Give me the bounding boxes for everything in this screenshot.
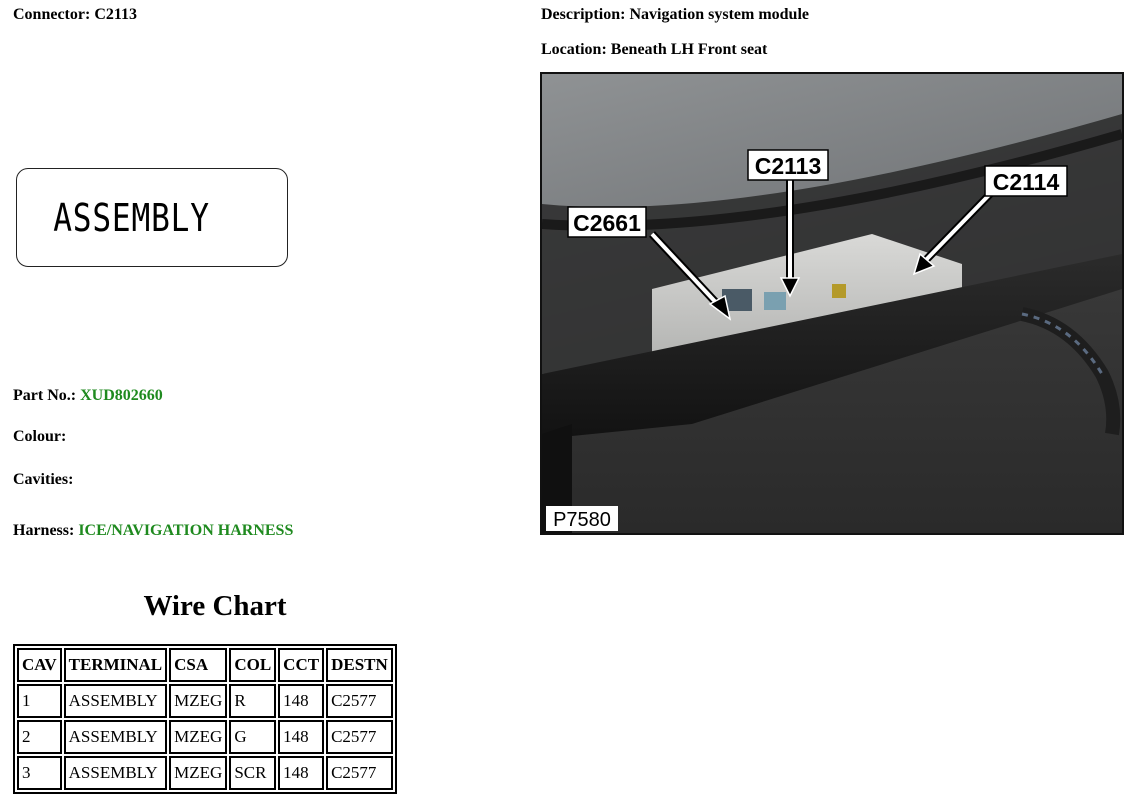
table-cell: C2577 bbox=[326, 720, 393, 754]
column-header: CCT bbox=[278, 648, 324, 682]
table-cell: 148 bbox=[278, 684, 324, 718]
column-header: CAV bbox=[17, 648, 62, 682]
harness-label: Harness: bbox=[13, 522, 75, 539]
description-label: Description: bbox=[541, 6, 626, 23]
table-cell: R bbox=[229, 684, 276, 718]
table-cell: MZEG bbox=[169, 756, 227, 790]
callout-c2113 bbox=[748, 150, 828, 180]
harness-field bbox=[13, 522, 293, 540]
table-cell: C2577 bbox=[326, 756, 393, 790]
column-header: TERMINAL bbox=[64, 648, 168, 682]
table-cell: MZEG bbox=[169, 720, 227, 754]
part-no-label: Part No.: bbox=[13, 387, 77, 404]
wire-chart-table bbox=[13, 644, 397, 794]
table-cell: C2577 bbox=[326, 684, 393, 718]
table-header-row bbox=[17, 648, 393, 682]
table-row bbox=[17, 756, 393, 790]
table-cell: 2 bbox=[17, 720, 62, 754]
location-field bbox=[541, 41, 767, 59]
table-cell: 148 bbox=[278, 720, 324, 754]
location-label: Location: bbox=[541, 41, 607, 58]
colour-label: Colour: bbox=[13, 428, 67, 445]
cavities-label: Cavities: bbox=[13, 471, 74, 488]
table-row bbox=[17, 684, 393, 718]
svg-text:C2114: C2114 bbox=[992, 169, 1060, 195]
table-cell: MZEG bbox=[169, 684, 227, 718]
assembly-label: ASSEMBLY bbox=[53, 195, 211, 240]
connector-value: C2113 bbox=[94, 6, 137, 23]
table-cell: 3 bbox=[17, 756, 62, 790]
location-value: Beneath LH Front seat bbox=[610, 41, 768, 58]
table-cell: ASSEMBLY bbox=[64, 756, 168, 790]
part-no-value: XUD802660 bbox=[80, 387, 163, 404]
svg-text:C2661: C2661 bbox=[573, 210, 641, 236]
part-no-field bbox=[13, 387, 163, 405]
connector-face-illustration bbox=[16, 168, 288, 267]
svg-text:P7580: P7580 bbox=[553, 509, 611, 531]
table-cell: G bbox=[229, 720, 276, 754]
column-header: DESTN bbox=[326, 648, 393, 682]
svg-text:C2113: C2113 bbox=[754, 153, 822, 179]
table-cell: ASSEMBLY bbox=[64, 720, 168, 754]
callout-c2661 bbox=[568, 207, 646, 237]
description-field bbox=[541, 6, 809, 24]
location-photo bbox=[540, 72, 1124, 535]
column-header: COL bbox=[229, 648, 276, 682]
cavities-field bbox=[13, 471, 73, 489]
description-value: Navigation system module bbox=[629, 6, 809, 23]
table-cell: 148 bbox=[278, 756, 324, 790]
table-cell: 1 bbox=[17, 684, 62, 718]
colour-field bbox=[13, 428, 66, 446]
connector-label: Connector: bbox=[13, 6, 91, 23]
table-row bbox=[17, 720, 393, 754]
harness-value: ICE/NAVIGATION HARNESS bbox=[78, 522, 294, 539]
photo-reference bbox=[546, 506, 618, 531]
column-header: CSA bbox=[169, 648, 227, 682]
connector-field bbox=[13, 6, 137, 24]
table-cell: ASSEMBLY bbox=[64, 684, 168, 718]
callout-c2114 bbox=[985, 166, 1067, 196]
wire-chart-title: Wire Chart bbox=[143, 590, 287, 622]
table-cell: SCR bbox=[229, 756, 276, 790]
